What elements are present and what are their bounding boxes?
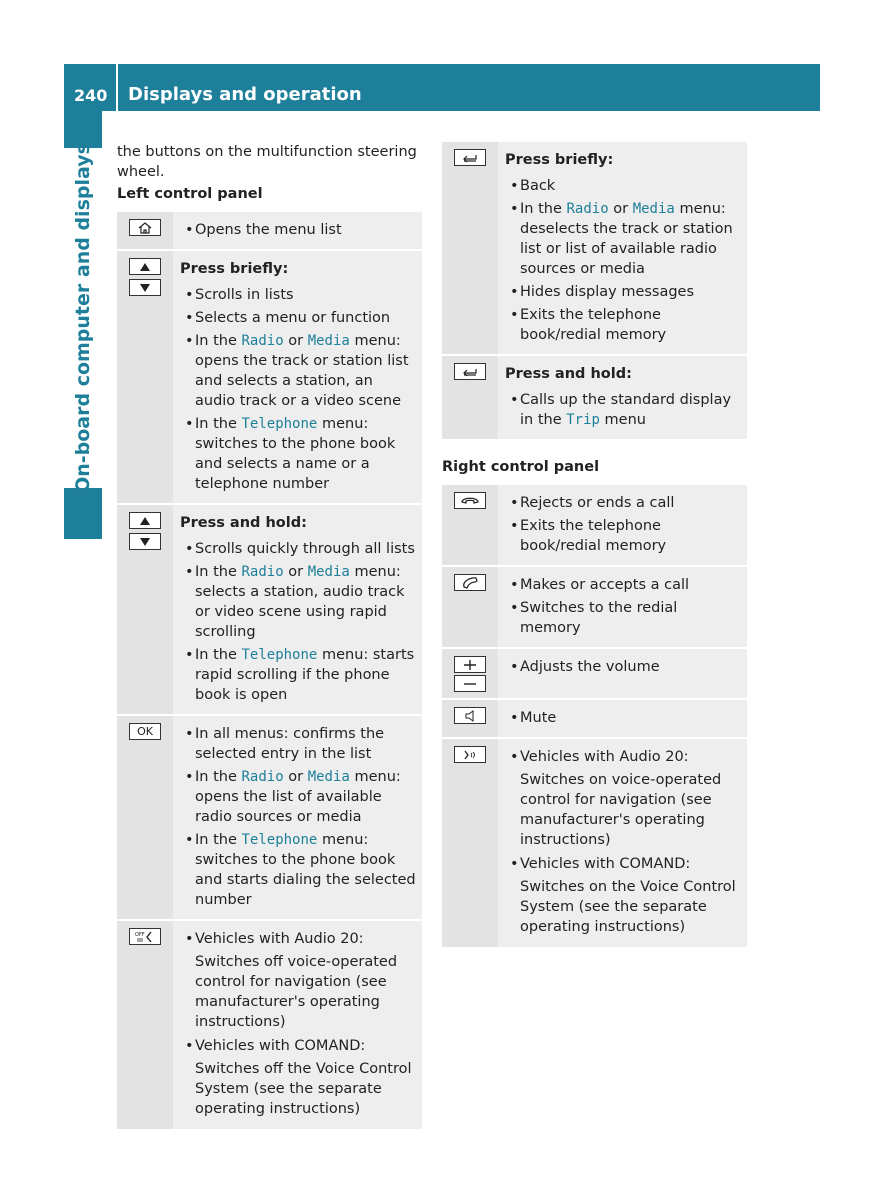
table-row — [442, 566, 747, 648]
back-button-table — [442, 142, 747, 441]
volume-down-key — [454, 675, 486, 692]
back-key — [454, 363, 486, 380]
speaker-mute-icon — [464, 710, 476, 722]
mute-key — [454, 707, 486, 724]
key-cell — [117, 504, 173, 715]
right-panel-heading: Right control panel — [442, 459, 600, 475]
table-row — [117, 250, 422, 504]
key-cell — [117, 212, 173, 250]
left-panel-heading: Left control panel — [117, 186, 263, 202]
up-key — [129, 258, 161, 275]
text: Vehicles with Audio 20: — [520, 749, 689, 765]
table-row — [442, 699, 747, 738]
text: In the — [520, 201, 567, 217]
description-cell — [173, 715, 422, 920]
text: menu: opens the list of available radio sources or media — [195, 769, 401, 825]
text: In the — [195, 333, 242, 349]
voice-control-icon — [462, 749, 478, 761]
press-title: Press briefly: — [505, 152, 614, 168]
back-key — [454, 149, 486, 166]
list-item — [505, 199, 741, 279]
text: In the — [195, 647, 242, 663]
text: menu: opens the track or station list and selects a station, an audio track or a video scene — [195, 333, 409, 409]
list-item: • Exits the telephone book/redial memory — [505, 516, 741, 556]
phone-accept-icon — [460, 576, 480, 589]
list-item — [505, 854, 741, 937]
key-cell — [117, 715, 173, 920]
left-control-table — [117, 212, 422, 1131]
menu-keyword: Media — [307, 769, 350, 785]
table-row — [117, 504, 422, 715]
table-row — [442, 355, 747, 440]
list-item — [180, 414, 416, 494]
description-cell — [498, 738, 747, 948]
table-row — [442, 142, 747, 355]
list-item: • Scrolls in lists — [180, 285, 416, 305]
text: Calls up the standard display in the — [520, 392, 732, 428]
phone-hangup-icon — [460, 495, 480, 506]
triangle-down-icon — [139, 537, 151, 547]
description-cell — [498, 142, 747, 355]
menu-keyword: Radio — [241, 564, 284, 580]
text: In the — [195, 416, 242, 432]
page-number: 240 — [74, 86, 108, 105]
up-key — [129, 512, 161, 529]
key-cell — [442, 699, 498, 738]
press-title: Press and hold: — [180, 515, 307, 531]
list-item — [180, 562, 416, 642]
table-row — [117, 920, 422, 1130]
menu-keyword: Radio — [566, 201, 609, 217]
table-row — [117, 212, 422, 250]
key-cell — [442, 355, 498, 440]
description-cell — [498, 485, 747, 566]
text: menu: switches to the phone book and selects a name or a telephone number — [195, 416, 396, 492]
key-cell — [442, 738, 498, 948]
text: or — [608, 201, 633, 217]
list-item — [505, 747, 741, 850]
list-item — [180, 929, 416, 1032]
chapter-label: On-board computer and displays — [72, 143, 95, 493]
key-cell — [442, 566, 498, 648]
list-item — [180, 830, 416, 910]
text: In the — [195, 769, 242, 785]
text: Vehicles with COMAND: — [195, 1038, 366, 1054]
voice-off-key — [129, 928, 161, 945]
menu-keyword: Telephone — [241, 647, 318, 663]
table-row — [442, 485, 747, 566]
description-cell — [173, 212, 422, 250]
key-cell — [442, 648, 498, 699]
text: In the — [195, 564, 242, 580]
menu-keyword: Telephone — [241, 416, 318, 432]
triangle-down-icon — [139, 283, 151, 293]
list-item: • Hides display messages — [505, 282, 741, 302]
press-title: Press briefly: — [180, 261, 289, 277]
svg-text:OFF: OFF — [135, 932, 145, 938]
list-item: • In all menus: confirms the selected entry in the list — [180, 724, 416, 764]
text: menu: selects a station, audio track or video scene using rapid scrolling — [195, 564, 405, 640]
page-number-box — [64, 64, 116, 111]
text: menu: starts rapid scrolling if the phone book is open — [195, 647, 415, 703]
text: or — [283, 769, 308, 785]
description-cell — [498, 355, 747, 440]
table-row — [442, 648, 747, 699]
sub-text: Switches off voice-operated control for navigation (see manufacturer's operating instructions) — [195, 954, 398, 1030]
left-column — [117, 142, 422, 1131]
list-item — [180, 331, 416, 411]
intro-text: the buttons on the multifunction steering wheel. — [117, 144, 417, 180]
down-key — [129, 279, 161, 296]
menu-keyword: Radio — [241, 769, 284, 785]
description-cell — [173, 504, 422, 715]
triangle-up-icon — [139, 516, 151, 526]
list-item: • Adjusts the volume — [505, 657, 741, 677]
text: menu: deselects the track or station list or list of available radio sources or media — [520, 201, 733, 277]
text: menu: switches to the phone book and starts dialing the selected number — [195, 832, 416, 908]
text: menu — [599, 412, 646, 428]
accept-call-key — [454, 574, 486, 591]
menu-keyword: Telephone — [241, 832, 318, 848]
list-item — [505, 390, 741, 430]
plus-icon — [463, 659, 477, 671]
header-divider — [116, 64, 118, 111]
volume-up-key — [454, 656, 486, 673]
list-item — [180, 1036, 416, 1119]
key-cell — [442, 485, 498, 566]
sub-text: Switches on the Voice Control System (see the separate operating instructions) — [520, 879, 736, 935]
description-cell — [173, 250, 422, 504]
menu-keyword: Media — [632, 201, 675, 217]
list-item: • Mute — [505, 708, 741, 728]
page-header — [64, 64, 820, 111]
description-cell — [498, 648, 747, 699]
menu-keyword: Media — [307, 333, 350, 349]
key-cell — [117, 920, 173, 1130]
voice-on-key — [454, 746, 486, 763]
description-cell — [498, 566, 747, 648]
menu-keyword: Media — [307, 564, 350, 580]
list-item: • Rejects or ends a call — [505, 493, 741, 513]
back-icon — [461, 153, 479, 163]
section-title: Displays and operation — [128, 84, 362, 105]
down-key — [129, 533, 161, 550]
list-item: • Opens the menu list — [180, 220, 416, 240]
description-cell — [173, 920, 422, 1130]
press-title: Press and hold: — [505, 366, 632, 382]
list-item: • Scrolls quickly through all lists — [180, 539, 416, 559]
ok-key: OK — [129, 723, 161, 740]
chapter-label-wrap — [64, 143, 102, 493]
list-item: • Makes or accepts a call — [505, 575, 741, 595]
sub-text: Switches on voice-operated control for navigation (see manufacturer's operating instructions) — [520, 772, 722, 848]
list-item: • Exits the telephone book/redial memory — [505, 305, 741, 345]
triangle-up-icon — [139, 262, 151, 272]
list-item — [180, 645, 416, 705]
text: In the — [195, 832, 242, 848]
back-icon — [461, 367, 479, 377]
key-cell — [117, 250, 173, 504]
right-column — [442, 142, 747, 949]
end-call-key — [454, 492, 486, 509]
list-item: • Back — [505, 176, 741, 196]
description-cell — [498, 699, 747, 738]
table-row — [117, 715, 422, 920]
menu-keyword: Trip — [566, 412, 600, 428]
sub-text: Switches off the Voice Control System (see the separate operating instructions) — [195, 1061, 412, 1117]
text: Vehicles with COMAND: — [520, 856, 691, 872]
voice-off-icon — [134, 930, 156, 943]
minus-icon — [463, 678, 477, 690]
list-item: • Selects a menu or function — [180, 308, 416, 328]
menu-keyword: Radio — [241, 333, 284, 349]
table-row — [442, 738, 747, 948]
text: or — [283, 564, 308, 580]
list-item — [180, 767, 416, 827]
right-control-table — [442, 485, 747, 949]
key-cell — [442, 142, 498, 355]
home-icon — [137, 222, 153, 234]
list-item: • Switches to the redial memory — [505, 598, 741, 638]
text: Vehicles with Audio 20: — [195, 931, 364, 947]
home-key — [129, 219, 161, 236]
text: or — [283, 333, 308, 349]
